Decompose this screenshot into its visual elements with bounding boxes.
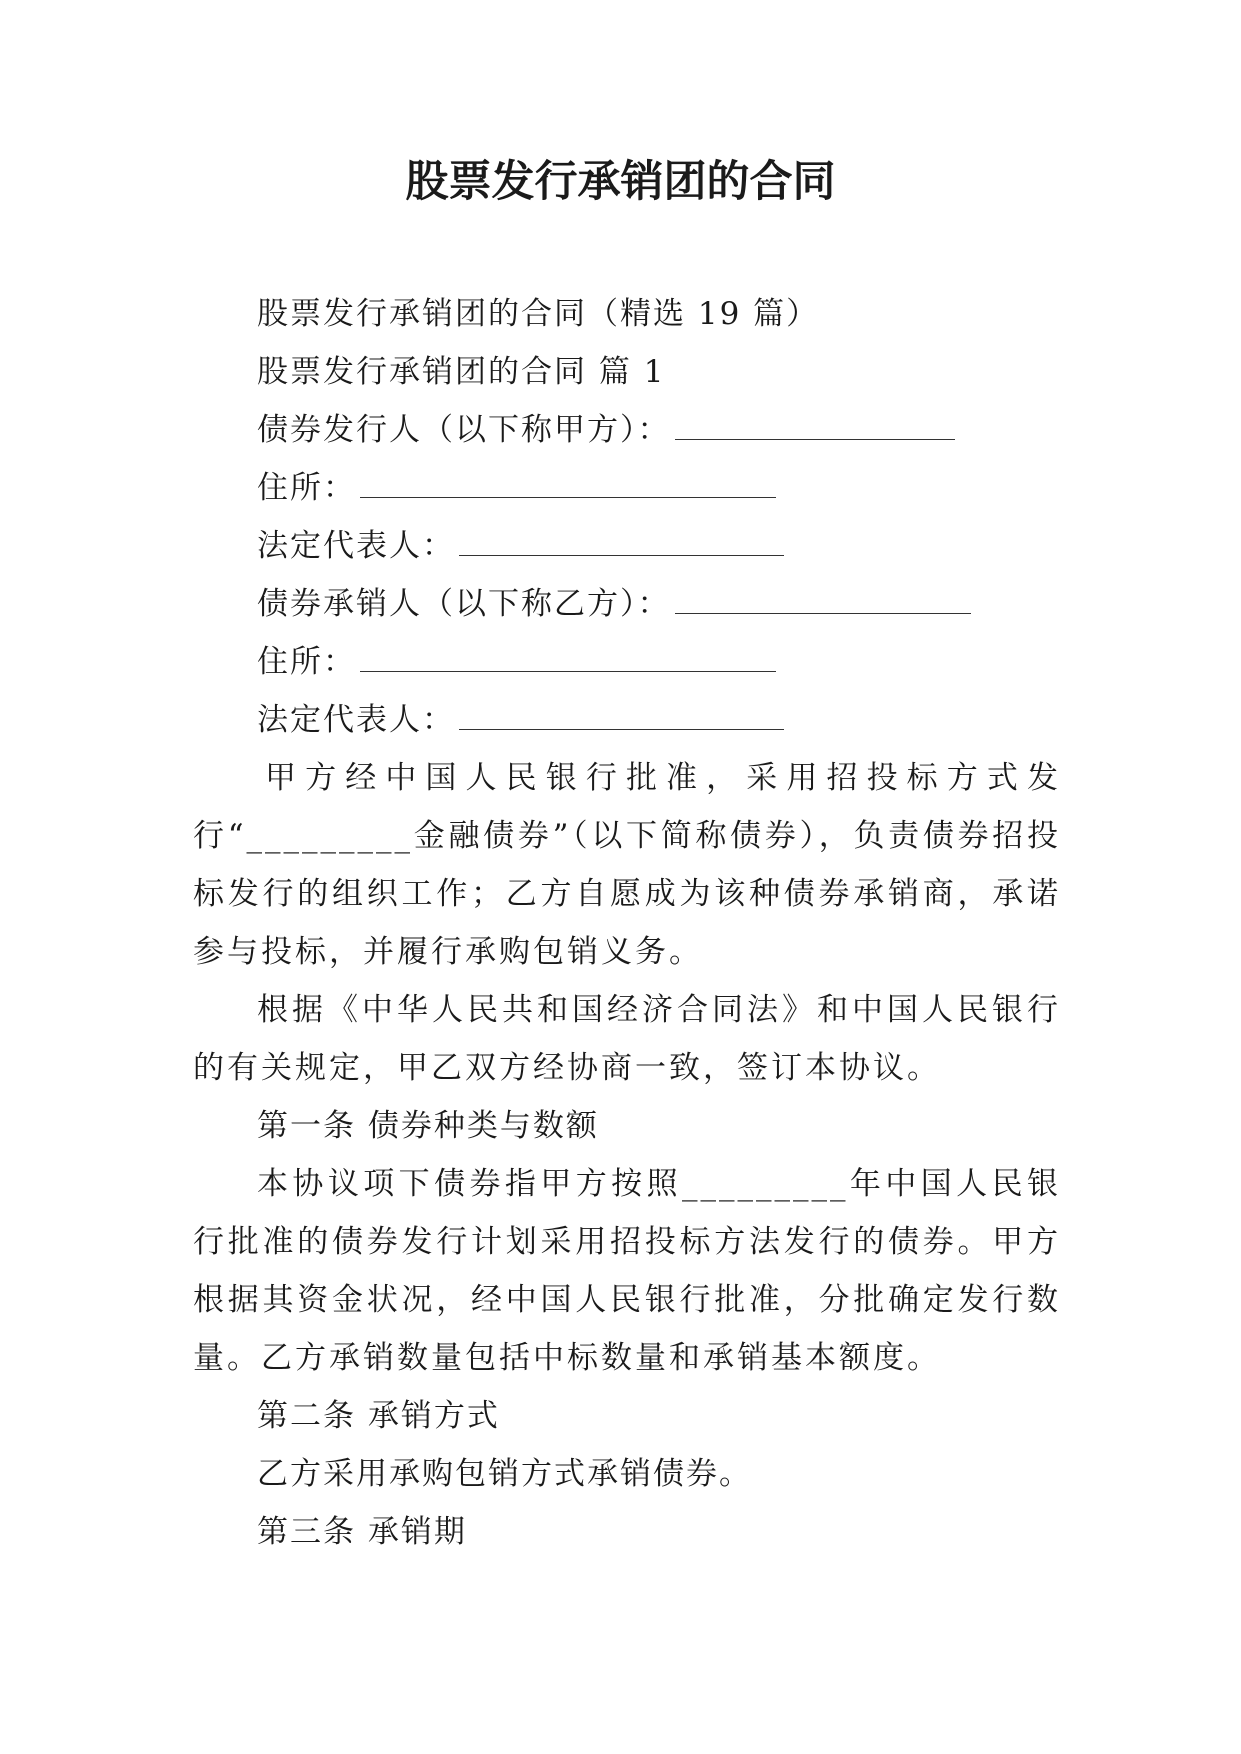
field-underwriter-address-label: 住所： <box>257 644 356 680</box>
section-heading: 股票发行承销团的合同 篇 1 <box>257 354 666 390</box>
paragraph-basis: 根据《中华人民共和国经济合同法》和中国人民银行的有关规定，甲乙双方经协商一致，签订本协议。 <box>193 992 1061 1086</box>
article-1-body: 本协议项下债券指甲方按照_________年中国人民银行批准的债券发行计划采用招投标方法发行的债券。甲方根据其资金状况，经中国人民银行批准，分批确定发行数量。乙方承销数量包括中标数量和承销基本额度。 <box>193 1166 1061 1376</box>
article-1-title: 第一条 债券种类与数额 <box>257 1108 599 1144</box>
field-issuer-address <box>193 459 1061 517</box>
field-issuer-address-label: 住所： <box>257 470 356 506</box>
field-underwriter-rep-blank <box>459 695 784 730</box>
field-issuer-rep-blank <box>459 521 784 556</box>
field-underwriter <box>193 575 1061 633</box>
field-issuer-rep-label: 法定代表人： <box>257 528 455 564</box>
field-issuer-address-blank <box>360 463 776 498</box>
field-issuer <box>193 401 1061 459</box>
document-subtitle: 股票发行承销团的合同（精选 19 篇） <box>257 296 820 332</box>
article-2-body: 乙方采用承购包销方式承销债券。 <box>257 1456 752 1492</box>
document-body <box>193 285 1061 1561</box>
field-underwriter-blank <box>675 579 971 614</box>
field-issuer-label: 债券发行人（以下称甲方）： <box>257 412 671 448</box>
field-underwriter-rep-label: 法定代表人： <box>257 702 455 738</box>
field-underwriter-label: 债券承销人（以下称乙方）： <box>257 586 671 622</box>
field-underwriter-address <box>193 633 1061 691</box>
document-title: 股票发行承销团的合同 <box>405 157 836 207</box>
article-3-title: 第三条 承销期 <box>257 1514 467 1550</box>
field-issuer-blank <box>675 405 955 440</box>
field-underwriter-rep <box>193 691 1061 749</box>
field-underwriter-address-blank <box>360 637 776 672</box>
article-2-title: 第二条 承销方式 <box>257 1398 500 1434</box>
paragraph-intro: 甲方经中国人民银行批准，采用招投标方式发行“_________金融债券”（以下简称债券），负责债券招投标发行的组织工作；乙方自愿成为该种债券承销商，承诺参与投标，并履行承购包销义务。 <box>193 760 1061 970</box>
field-issuer-rep <box>193 517 1061 575</box>
